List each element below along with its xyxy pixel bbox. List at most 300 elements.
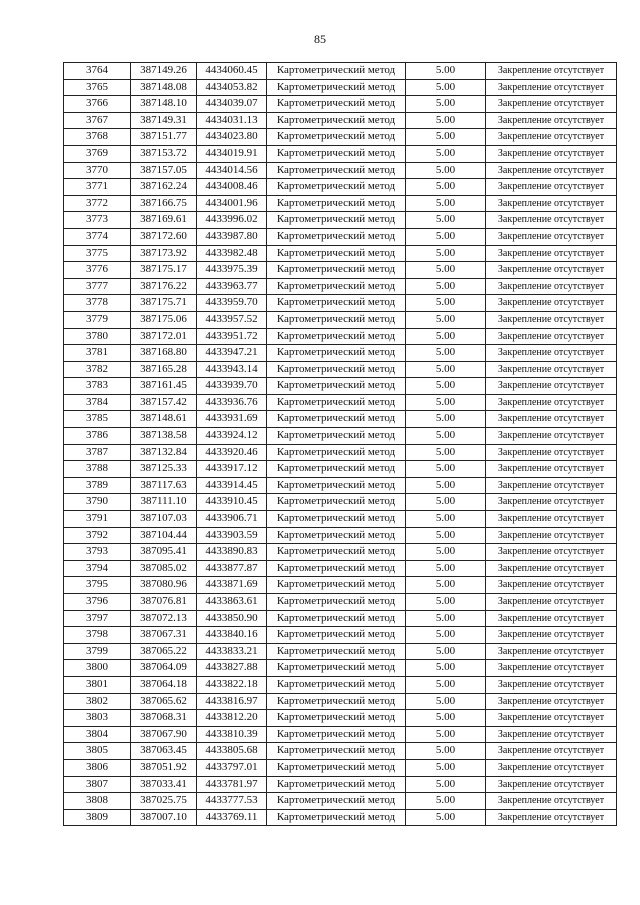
accuracy-cell: 5.00: [406, 743, 486, 760]
y-coordinate-cell: 4433812.20: [197, 710, 267, 727]
x-coordinate-cell: 387176.22: [131, 278, 197, 295]
fixation-cell: Закрепление отсутствует: [486, 643, 617, 660]
accuracy-cell: 5.00: [406, 577, 486, 594]
y-coordinate-cell: 4433903.59: [197, 527, 267, 544]
x-coordinate-cell: 387111.10: [131, 494, 197, 511]
table-row: [64, 693, 617, 710]
method-cell: Картометрический метод: [267, 594, 406, 611]
fixation-cell: Закрепление отсутствует: [486, 394, 617, 411]
y-coordinate-cell: 4433975.39: [197, 262, 267, 279]
table-row: [64, 494, 617, 511]
accuracy-cell: 5.00: [406, 295, 486, 312]
accuracy-cell: 5.00: [406, 394, 486, 411]
table-row: [64, 295, 617, 312]
x-coordinate-cell: 387148.10: [131, 96, 197, 113]
table-row: [64, 809, 617, 826]
x-coordinate-cell: 387125.33: [131, 461, 197, 478]
x-coordinate-cell: 387175.71: [131, 295, 197, 312]
accuracy-cell: 5.00: [406, 228, 486, 245]
x-coordinate-cell: 387149.31: [131, 112, 197, 129]
x-coordinate-cell: 387080.96: [131, 577, 197, 594]
point-number-cell: 3802: [64, 693, 131, 710]
x-coordinate-cell: 387166.75: [131, 195, 197, 212]
method-cell: Картометрический метод: [267, 511, 406, 528]
accuracy-cell: 5.00: [406, 411, 486, 428]
table-row: [64, 577, 617, 594]
accuracy-cell: 5.00: [406, 63, 486, 80]
point-number-cell: 3772: [64, 195, 131, 212]
accuracy-cell: 5.00: [406, 361, 486, 378]
point-number-cell: 3770: [64, 162, 131, 179]
point-number-cell: 3768: [64, 129, 131, 146]
table-row: [64, 162, 617, 179]
fixation-cell: Закрепление отсутствует: [486, 627, 617, 644]
fixation-cell: Закрепление отсутствует: [486, 262, 617, 279]
accuracy-cell: 5.00: [406, 195, 486, 212]
fixation-cell: Закрепление отсутствует: [486, 494, 617, 511]
table-row: [64, 527, 617, 544]
method-cell: Картометрический метод: [267, 461, 406, 478]
point-number-cell: 3778: [64, 295, 131, 312]
point-number-cell: 3800: [64, 660, 131, 677]
point-number-cell: 3776: [64, 262, 131, 279]
fixation-cell: Закрепление отсутствует: [486, 693, 617, 710]
y-coordinate-cell: 4434008.46: [197, 179, 267, 196]
table-row: [64, 212, 617, 229]
fixation-cell: Закрепление отсутствует: [486, 793, 617, 810]
point-number-cell: 3807: [64, 776, 131, 793]
accuracy-cell: 5.00: [406, 643, 486, 660]
x-coordinate-cell: 387072.13: [131, 610, 197, 627]
y-coordinate-cell: 4433914.45: [197, 477, 267, 494]
method-cell: Картометрический метод: [267, 809, 406, 826]
x-coordinate-cell: 387065.22: [131, 643, 197, 660]
accuracy-cell: 5.00: [406, 660, 486, 677]
method-cell: Картометрический метод: [267, 743, 406, 760]
accuracy-cell: 5.00: [406, 527, 486, 544]
table-row: [64, 594, 617, 611]
y-coordinate-cell: 4433943.14: [197, 361, 267, 378]
table-row: [64, 477, 617, 494]
fixation-cell: Закрепление отсутствует: [486, 477, 617, 494]
fixation-cell: Закрепление отсутствует: [486, 63, 617, 80]
y-coordinate-cell: 4433910.45: [197, 494, 267, 511]
table-row: [64, 776, 617, 793]
accuracy-cell: 5.00: [406, 544, 486, 561]
y-coordinate-cell: 4433890.83: [197, 544, 267, 561]
point-number-cell: 3773: [64, 212, 131, 229]
y-coordinate-cell: 4434053.82: [197, 79, 267, 96]
fixation-cell: Закрепление отсутствует: [486, 245, 617, 262]
table-row: [64, 129, 617, 146]
y-coordinate-cell: 4433810.39: [197, 726, 267, 743]
point-number-cell: 3803: [64, 710, 131, 727]
point-number-cell: 3790: [64, 494, 131, 511]
y-coordinate-cell: 4433917.12: [197, 461, 267, 478]
y-coordinate-cell: 4433863.61: [197, 594, 267, 611]
table-row: [64, 793, 617, 810]
point-number-cell: 3765: [64, 79, 131, 96]
y-coordinate-cell: 4433850.90: [197, 610, 267, 627]
method-cell: Картометрический метод: [267, 162, 406, 179]
table-row: [64, 511, 617, 528]
y-coordinate-cell: 4433833.21: [197, 643, 267, 660]
table-row: [64, 560, 617, 577]
table-row: [64, 627, 617, 644]
y-coordinate-cell: 4434001.96: [197, 195, 267, 212]
fixation-cell: Закрепление отсутствует: [486, 444, 617, 461]
x-coordinate-cell: 387157.42: [131, 394, 197, 411]
y-coordinate-cell: 4433924.12: [197, 428, 267, 445]
point-number-cell: 3777: [64, 278, 131, 295]
table-row: [64, 262, 617, 279]
fixation-cell: Закрепление отсутствует: [486, 328, 617, 345]
point-number-cell: 3767: [64, 112, 131, 129]
accuracy-cell: 5.00: [406, 477, 486, 494]
accuracy-cell: 5.00: [406, 311, 486, 328]
method-cell: Картометрический метод: [267, 262, 406, 279]
point-number-cell: 3791: [64, 511, 131, 528]
x-coordinate-cell: 387104.44: [131, 527, 197, 544]
accuracy-cell: 5.00: [406, 345, 486, 362]
y-coordinate-cell: 4434039.07: [197, 96, 267, 113]
fixation-cell: Закрепление отсутствует: [486, 112, 617, 129]
method-cell: Картометрический метод: [267, 179, 406, 196]
method-cell: Картометрический метод: [267, 212, 406, 229]
y-coordinate-cell: 4433939.70: [197, 378, 267, 395]
table-row: [64, 63, 617, 80]
x-coordinate-cell: 387025.75: [131, 793, 197, 810]
table-row: [64, 726, 617, 743]
accuracy-cell: 5.00: [406, 278, 486, 295]
x-coordinate-cell: 387172.01: [131, 328, 197, 345]
point-number-cell: 3769: [64, 145, 131, 162]
fixation-cell: Закрепление отсутствует: [486, 179, 617, 196]
x-coordinate-cell: 387076.81: [131, 594, 197, 611]
fixation-cell: Закрепление отсутствует: [486, 79, 617, 96]
accuracy-cell: 5.00: [406, 759, 486, 776]
y-coordinate-cell: 4434031.13: [197, 112, 267, 129]
table-row: [64, 710, 617, 727]
y-coordinate-cell: 4433963.77: [197, 278, 267, 295]
method-cell: Картометрический метод: [267, 428, 406, 445]
accuracy-cell: 5.00: [406, 594, 486, 611]
point-number-cell: 3798: [64, 627, 131, 644]
y-coordinate-cell: 4433951.72: [197, 328, 267, 345]
y-coordinate-cell: 4433906.71: [197, 511, 267, 528]
table-row: [64, 195, 617, 212]
point-number-cell: 3796: [64, 594, 131, 611]
table-body: [64, 63, 617, 826]
x-coordinate-cell: 387138.58: [131, 428, 197, 445]
fixation-cell: Закрепление отсутствует: [486, 776, 617, 793]
method-cell: Картометрический метод: [267, 660, 406, 677]
x-coordinate-cell: 387162.24: [131, 179, 197, 196]
fixation-cell: Закрепление отсутствует: [486, 560, 617, 577]
x-coordinate-cell: 387064.18: [131, 676, 197, 693]
fixation-cell: Закрепление отсутствует: [486, 461, 617, 478]
accuracy-cell: 5.00: [406, 710, 486, 727]
method-cell: Картометрический метод: [267, 361, 406, 378]
method-cell: Картометрический метод: [267, 345, 406, 362]
method-cell: Картометрический метод: [267, 96, 406, 113]
accuracy-cell: 5.00: [406, 793, 486, 810]
point-number-cell: 3771: [64, 179, 131, 196]
method-cell: Картометрический метод: [267, 726, 406, 743]
accuracy-cell: 5.00: [406, 428, 486, 445]
fixation-cell: Закрепление отсутствует: [486, 96, 617, 113]
accuracy-cell: 5.00: [406, 494, 486, 511]
fixation-cell: Закрепление отсутствует: [486, 378, 617, 395]
y-coordinate-cell: 4433797.01: [197, 759, 267, 776]
point-number-cell: 3766: [64, 96, 131, 113]
fixation-cell: Закрепление отсутствует: [486, 428, 617, 445]
x-coordinate-cell: 387033.41: [131, 776, 197, 793]
method-cell: Картометрический метод: [267, 477, 406, 494]
fixation-cell: Закрепление отсутствует: [486, 743, 617, 760]
x-coordinate-cell: 387148.61: [131, 411, 197, 428]
accuracy-cell: 5.00: [406, 693, 486, 710]
fixation-cell: Закрепление отсутствует: [486, 129, 617, 146]
point-number-cell: 3786: [64, 428, 131, 445]
y-coordinate-cell: 4433777.53: [197, 793, 267, 810]
point-number-cell: 3775: [64, 245, 131, 262]
fixation-cell: Закрепление отсутствует: [486, 411, 617, 428]
accuracy-cell: 5.00: [406, 129, 486, 146]
table-row: [64, 461, 617, 478]
accuracy-cell: 5.00: [406, 212, 486, 229]
fixation-cell: Закрепление отсутствует: [486, 809, 617, 826]
method-cell: Картометрический метод: [267, 444, 406, 461]
accuracy-cell: 5.00: [406, 627, 486, 644]
point-number-cell: 3780: [64, 328, 131, 345]
accuracy-cell: 5.00: [406, 245, 486, 262]
x-coordinate-cell: 387107.03: [131, 511, 197, 528]
fixation-cell: Закрепление отсутствует: [486, 594, 617, 611]
y-coordinate-cell: 4433920.46: [197, 444, 267, 461]
method-cell: Картометрический метод: [267, 378, 406, 395]
accuracy-cell: 5.00: [406, 726, 486, 743]
method-cell: Картометрический метод: [267, 577, 406, 594]
y-coordinate-cell: 4433996.02: [197, 212, 267, 229]
method-cell: Картометрический метод: [267, 195, 406, 212]
table-row: [64, 394, 617, 411]
coordinates-table: [63, 62, 617, 826]
method-cell: Картометрический метод: [267, 793, 406, 810]
accuracy-cell: 5.00: [406, 96, 486, 113]
point-number-cell: 3806: [64, 759, 131, 776]
x-coordinate-cell: 387007.10: [131, 809, 197, 826]
table-row: [64, 112, 617, 129]
accuracy-cell: 5.00: [406, 112, 486, 129]
method-cell: Картометрический метод: [267, 627, 406, 644]
method-cell: Картометрический метод: [267, 278, 406, 295]
fixation-cell: Закрепление отсутствует: [486, 228, 617, 245]
table-row: [64, 311, 617, 328]
y-coordinate-cell: 4433931.69: [197, 411, 267, 428]
method-cell: Картометрический метод: [267, 228, 406, 245]
fixation-cell: Закрепление отсутствует: [486, 212, 617, 229]
point-number-cell: 3795: [64, 577, 131, 594]
point-number-cell: 3781: [64, 345, 131, 362]
accuracy-cell: 5.00: [406, 328, 486, 345]
x-coordinate-cell: 387175.17: [131, 262, 197, 279]
accuracy-cell: 5.00: [406, 378, 486, 395]
x-coordinate-cell: 387151.77: [131, 129, 197, 146]
method-cell: Картометрический метод: [267, 311, 406, 328]
y-coordinate-cell: 4433816.97: [197, 693, 267, 710]
point-number-cell: 3787: [64, 444, 131, 461]
x-coordinate-cell: 387161.45: [131, 378, 197, 395]
point-number-cell: 3805: [64, 743, 131, 760]
accuracy-cell: 5.00: [406, 776, 486, 793]
table-row: [64, 643, 617, 660]
x-coordinate-cell: 387067.90: [131, 726, 197, 743]
y-coordinate-cell: 4433987.80: [197, 228, 267, 245]
method-cell: Картометрический метод: [267, 759, 406, 776]
table-row: [64, 179, 617, 196]
x-coordinate-cell: 387153.72: [131, 145, 197, 162]
y-coordinate-cell: 4433805.68: [197, 743, 267, 760]
x-coordinate-cell: 387051.92: [131, 759, 197, 776]
y-coordinate-cell: 4433982.48: [197, 245, 267, 262]
method-cell: Картометрический метод: [267, 394, 406, 411]
x-coordinate-cell: 387063.45: [131, 743, 197, 760]
point-number-cell: 3774: [64, 228, 131, 245]
table-row: [64, 676, 617, 693]
table-row: [64, 610, 617, 627]
accuracy-cell: 5.00: [406, 145, 486, 162]
point-number-cell: 3809: [64, 809, 131, 826]
accuracy-cell: 5.00: [406, 179, 486, 196]
method-cell: Картометрический метод: [267, 63, 406, 80]
accuracy-cell: 5.00: [406, 79, 486, 96]
y-coordinate-cell: 4433936.76: [197, 394, 267, 411]
point-number-cell: 3789: [64, 477, 131, 494]
fixation-cell: Закрепление отсутствует: [486, 710, 617, 727]
fixation-cell: Закрепление отсутствует: [486, 361, 617, 378]
accuracy-cell: 5.00: [406, 511, 486, 528]
table-row: [64, 411, 617, 428]
x-coordinate-cell: 387132.84: [131, 444, 197, 461]
table-row: [64, 361, 617, 378]
table-row: [64, 759, 617, 776]
x-coordinate-cell: 387172.60: [131, 228, 197, 245]
point-number-cell: 3784: [64, 394, 131, 411]
accuracy-cell: 5.00: [406, 262, 486, 279]
method-cell: Картометрический метод: [267, 560, 406, 577]
method-cell: Картометрический метод: [267, 693, 406, 710]
method-cell: Картометрический метод: [267, 411, 406, 428]
x-coordinate-cell: 387148.08: [131, 79, 197, 96]
y-coordinate-cell: 4433959.70: [197, 295, 267, 312]
table-row: [64, 328, 617, 345]
fixation-cell: Закрепление отсутствует: [486, 577, 617, 594]
table-row: [64, 428, 617, 445]
table-row: [64, 278, 617, 295]
table-row: [64, 743, 617, 760]
x-coordinate-cell: 387117.63: [131, 477, 197, 494]
method-cell: Картометрический метод: [267, 544, 406, 561]
accuracy-cell: 5.00: [406, 809, 486, 826]
y-coordinate-cell: 4433871.69: [197, 577, 267, 594]
y-coordinate-cell: 4434023.80: [197, 129, 267, 146]
x-coordinate-cell: 387068.31: [131, 710, 197, 727]
point-number-cell: 3794: [64, 560, 131, 577]
method-cell: Картометрический метод: [267, 643, 406, 660]
accuracy-cell: 5.00: [406, 560, 486, 577]
fixation-cell: Закрепление отсутствует: [486, 610, 617, 627]
y-coordinate-cell: 4434014.56: [197, 162, 267, 179]
table-row: [64, 660, 617, 677]
table-row: [64, 96, 617, 113]
x-coordinate-cell: 387165.28: [131, 361, 197, 378]
method-cell: Картометрический метод: [267, 112, 406, 129]
method-cell: Картометрический метод: [267, 494, 406, 511]
fixation-cell: Закрепление отсутствует: [486, 511, 617, 528]
point-number-cell: 3788: [64, 461, 131, 478]
fixation-cell: Закрепление отсутствует: [486, 162, 617, 179]
table-row: [64, 228, 617, 245]
accuracy-cell: 5.00: [406, 162, 486, 179]
point-number-cell: 3799: [64, 643, 131, 660]
x-coordinate-cell: 387064.09: [131, 660, 197, 677]
table-row: [64, 544, 617, 561]
method-cell: Картометрический метод: [267, 129, 406, 146]
y-coordinate-cell: 4433781.97: [197, 776, 267, 793]
point-number-cell: 3792: [64, 527, 131, 544]
fixation-cell: Закрепление отсутствует: [486, 759, 617, 776]
point-number-cell: 3764: [64, 63, 131, 80]
point-number-cell: 3782: [64, 361, 131, 378]
point-number-cell: 3808: [64, 793, 131, 810]
method-cell: Картометрический метод: [267, 295, 406, 312]
x-coordinate-cell: 387173.92: [131, 245, 197, 262]
table-row: [64, 345, 617, 362]
fixation-cell: Закрепление отсутствует: [486, 278, 617, 295]
method-cell: Картометрический метод: [267, 776, 406, 793]
accuracy-cell: 5.00: [406, 461, 486, 478]
y-coordinate-cell: 4433840.16: [197, 627, 267, 644]
y-coordinate-cell: 4433947.21: [197, 345, 267, 362]
y-coordinate-cell: 4434060.45: [197, 63, 267, 80]
table-row: [64, 245, 617, 262]
fixation-cell: Закрепление отсутствует: [486, 676, 617, 693]
y-coordinate-cell: 4433877.87: [197, 560, 267, 577]
x-coordinate-cell: 387095.41: [131, 544, 197, 561]
fixation-cell: Закрепление отсутствует: [486, 544, 617, 561]
method-cell: Картометрический метод: [267, 145, 406, 162]
point-number-cell: 3801: [64, 676, 131, 693]
fixation-cell: Закрепление отсутствует: [486, 145, 617, 162]
point-number-cell: 3804: [64, 726, 131, 743]
method-cell: Картометрический метод: [267, 710, 406, 727]
table-row: [64, 378, 617, 395]
x-coordinate-cell: 387169.61: [131, 212, 197, 229]
x-coordinate-cell: 387067.31: [131, 627, 197, 644]
fixation-cell: Закрепление отсутствует: [486, 527, 617, 544]
table-row: [64, 444, 617, 461]
fixation-cell: Закрепление отсутствует: [486, 295, 617, 312]
x-coordinate-cell: 387085.02: [131, 560, 197, 577]
fixation-cell: Закрепление отсутствует: [486, 311, 617, 328]
x-coordinate-cell: 387157.05: [131, 162, 197, 179]
y-coordinate-cell: 4433769.11: [197, 809, 267, 826]
point-number-cell: 3779: [64, 311, 131, 328]
point-number-cell: 3797: [64, 610, 131, 627]
y-coordinate-cell: 4433957.52: [197, 311, 267, 328]
fixation-cell: Закрепление отсутствует: [486, 345, 617, 362]
